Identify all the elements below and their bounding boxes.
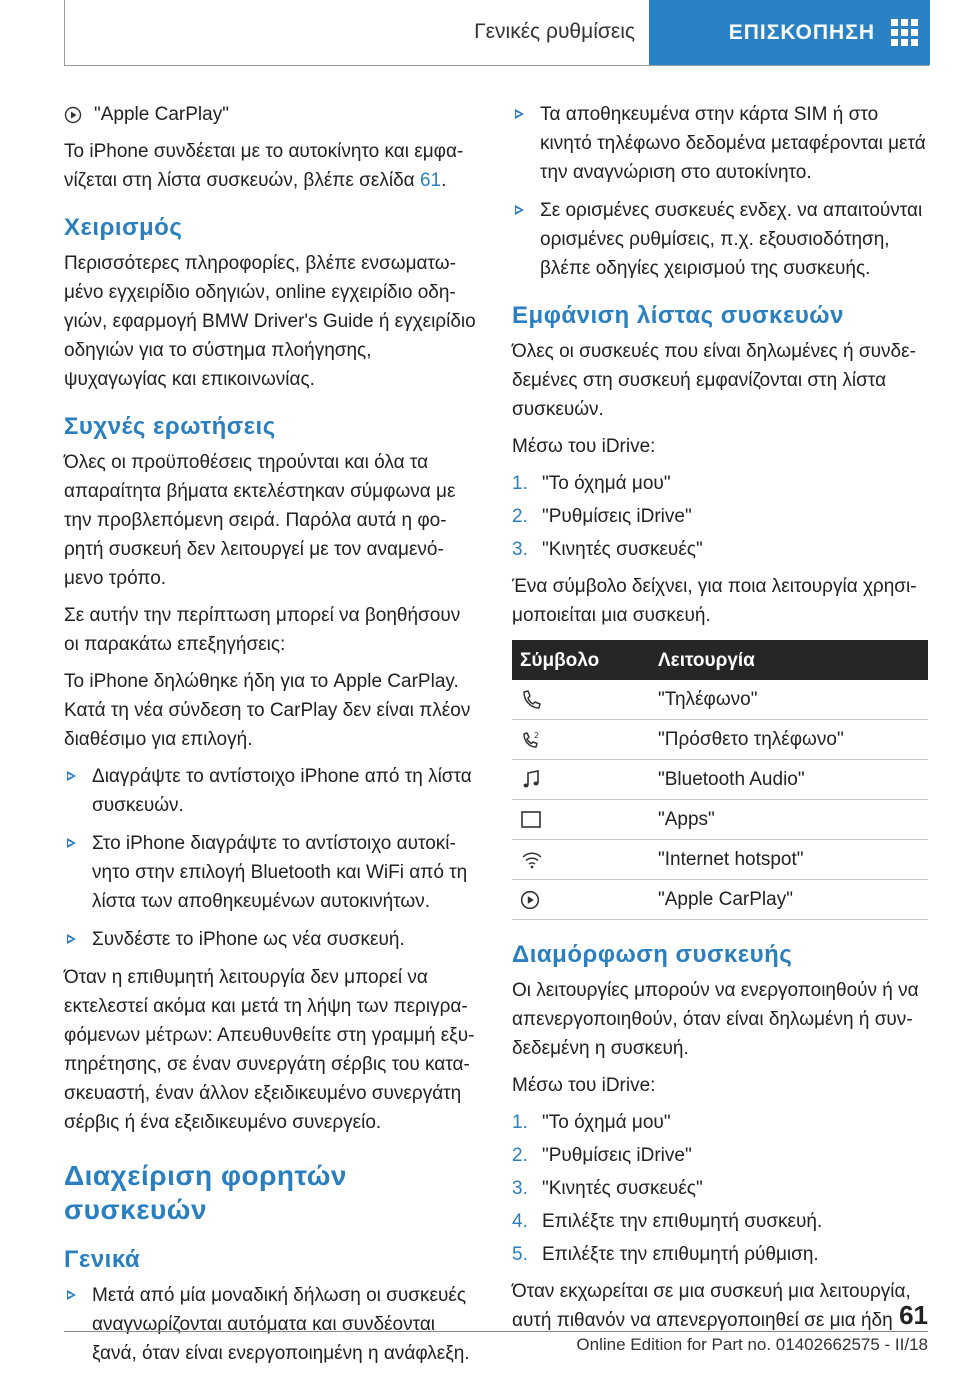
chapter-tab[interactable] <box>649 0 930 65</box>
faq-bullet-list <box>64 762 476 954</box>
list-item: 2. "Ρυθμίσεις iDrive" <box>512 1145 692 1166</box>
carplay-icon <box>520 890 642 910</box>
table-row <box>512 720 928 760</box>
list-item: Συνδέστε το iPhone ως νέα συσκευή. <box>64 925 476 954</box>
carplay-description: Το iPhone συνδέεται με το αυτοκίνητο και εμφανίζεται στη λίστα συσκευών, βλέπε σελίδα 61. <box>64 141 464 191</box>
table-header-symbol: Σύμβολο <box>512 640 650 680</box>
list-item: 1. "Το όχημά μου" <box>512 1112 671 1133</box>
wifi-icon <box>520 849 642 871</box>
config-paragraph: Οι λειτουργίες μπορούν να ενεργοποιηθούν ή να απενεργοποιηθούν, όταν είναι δηλωμένη ή συνδεδεμένη η συσκευή. <box>512 980 919 1059</box>
left-column <box>64 100 476 1377</box>
list-item: Μετά από μία μοναδική δήλωση οι συσκευές αναγνωρίζονται αυτόματα και συνδέονται ξανά, όταν είναι ενεργοποιημένη η ανάφλεξη. <box>64 1281 476 1368</box>
table-cell: "Πρόσθετο τηλέφωνο" <box>650 720 928 760</box>
apps-square-icon <box>520 809 642 831</box>
table-row <box>512 760 928 800</box>
phone-2-icon <box>520 729 642 751</box>
table-row <box>512 880 928 920</box>
faq-paragraph-1: Όλες οι προϋποθέσεις τηρούνται και όλα τα απαραίτητα βήματα εκτελέστηκαν σύμφωνα με την προβλεπόμενη σειρά. Παρόλα αυτά η φορητή συσκευή δεν λειτουργεί με τον αναμενόμενο τρόπο. <box>64 452 456 589</box>
list-item: Τα αποθηκευμένα στην κάρτα SIM ή στο κινητό τηλέφωνο δεδομένα μεταφέρονται μετά την αναγνώριση στο αυτοκίνητο. <box>512 100 928 187</box>
phone-icon <box>520 689 642 711</box>
symbol-table <box>512 640 928 920</box>
steps-list-2 <box>512 1108 928 1269</box>
operation-paragraph: Περισσότερες πληροφορίες, βλέπε ενσωματωμένο εγχειρίδιο οδηγιών, online εγχειρίδιο οδηγιών, εφαρμογή BMW Driver's Guide ή εγχειρίδιο οδηγιών για το σύστημα πλοήγησης, ψυχαγωγίας και επικοινωνίας. <box>64 253 476 390</box>
page-link[interactable]: 61 <box>419 170 442 191</box>
heading-display-list: Εμφάνιση λίστας συσκευών <box>512 302 844 329</box>
table-cell: "Internet hotspot" <box>650 840 928 880</box>
general-bullet-list <box>64 1281 476 1368</box>
section-title: Γενικές ρυθμίσεις <box>474 20 635 43</box>
table-cell: "Bluetooth Audio" <box>650 760 928 800</box>
heading-general: Γενικά <box>64 1246 141 1273</box>
carplay-item-title <box>64 100 476 129</box>
heading-manage-devices: Διαχείριση φορητών συσκευών <box>64 1160 347 1225</box>
grid-menu-icon <box>891 19 918 46</box>
steps-list-1 <box>512 469 928 564</box>
footer-edition: Online Edition for Part no. 01402662575 - II/18 <box>576 1335 928 1354</box>
list-item: Στο iPhone διαγράψτε το αντίστοιχο αυτοκίνητο στην επιλογή Bluetooth και WiFi από τη λίστα των αποθηκευμένων αυτοκινήτων. <box>64 829 476 916</box>
chapter-title: ΕΠΙΣΚΟΠΗΣΗ <box>728 20 875 44</box>
final-paragraph: Όταν εκχωρείται σε μια συσκευή μια λειτουργία, αυτή πιθανόν να απενεργοποιηθεί σε μια ήδη <box>512 1281 911 1331</box>
top-bullet-list <box>512 100 928 283</box>
list-item: 4. Επιλέξτε την επιθυμητή συσκευή. <box>512 1211 823 1232</box>
list-item: Σε ορισμένες συσκευές ενδεχ. να απαιτούνται ορισμένες ρυθμίσεις, π.χ. εξουσιοδότηση, βλέπε οδηγίες χειρισμού της συσκευής. <box>512 196 928 283</box>
table-cell: "Τηλέφωνο" <box>650 680 928 720</box>
heading-faq: Συχνές ερωτήσεις <box>64 413 276 440</box>
page-number: 61 <box>899 1300 928 1330</box>
faq-paragraph-3: Το iPhone δηλώθηκε ήδη για το Apple CarPlay. Κατά τη νέα σύνδεση το CarPlay δεν είναι πλέον διαθέσιμο για επιλογή. <box>64 671 471 750</box>
table-cell: "Apple CarPlay" <box>650 880 928 920</box>
heading-operation: Χειρισμός <box>64 214 183 241</box>
faq-paragraph-4: Όταν η επιθυμητή λειτουργία δεν μπορεί να εκτελεστεί ακόμα και μετά τη λήψη των περιγραφόμενων μέτρων: Απευθυνθείτε στη γραμμή εξυπηρέτησης, σε έναν συνεργάτη σέρβις του κατασκευαστή, έναν άλλον εξειδικευμένο συνεργάτη σέρβις ή ένα εξειδικευμένο συνεργείο. <box>64 967 475 1133</box>
list-item: 3. "Κινητές συσκευές" <box>512 539 703 560</box>
carplay-title: "Apple CarPlay" <box>94 104 229 125</box>
table-header-function: Λειτουργία <box>650 640 928 680</box>
footer-divider <box>64 1331 928 1332</box>
list-item: 3. "Κινητές συσκευές" <box>512 1178 703 1199</box>
table-row <box>512 680 928 720</box>
faq-paragraph-2: Σε αυτήν την περίπτωση μπορεί να βοηθήσουν οι παρακάτω επεξηγήσεις: <box>64 605 461 655</box>
list-item: Διαγράψτε το αντίστοιχο iPhone από τη λίστα συσκευών. <box>64 762 476 820</box>
heading-device-config: Διαμόρφωση συσκευής <box>512 941 793 968</box>
music-note-icon <box>520 769 642 791</box>
display-paragraph: Όλες οι συσκευές που είναι δηλωμένες ή συνδεδεμένες στη συσκευή εμφανίζονται στη λίστα συσκευών. <box>512 341 916 420</box>
via-idrive-label: Μέσω του iDrive: <box>512 1075 656 1096</box>
list-item: 1. "Το όχημά μου" <box>512 473 671 494</box>
svg-text:2: 2 <box>534 730 540 740</box>
carplay-icon <box>64 106 82 124</box>
list-item: 5. Επιλέξτε την επιθυμητή ρύθμιση. <box>512 1244 819 1265</box>
list-item: 2. "Ρυθμίσεις iDrive" <box>512 506 692 527</box>
page-header <box>64 0 929 66</box>
symbol-paragraph: Ένα σύμβολο δείχνει, για ποια λειτουργία χρησιμοποιείται μια συσκευή. <box>512 576 917 626</box>
table-row <box>512 840 928 880</box>
table-row <box>512 800 928 840</box>
via-idrive-label: Μέσω του iDrive: <box>512 436 656 457</box>
right-column <box>512 100 928 1343</box>
table-cell: "Apps" <box>650 800 928 840</box>
